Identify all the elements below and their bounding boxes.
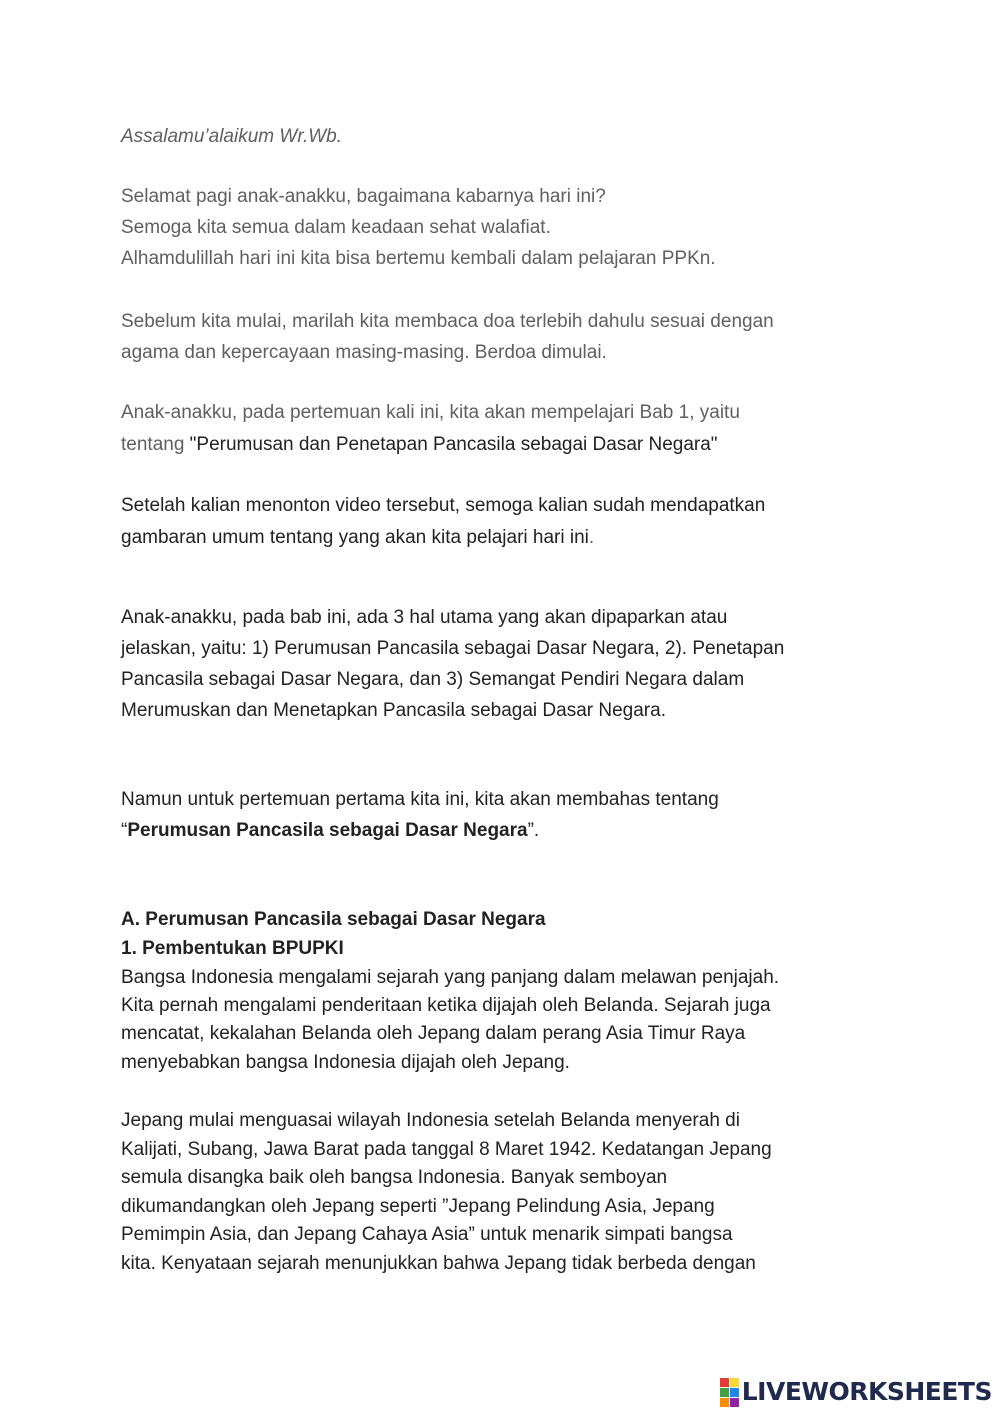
para2-line-4: dikumandangkan oleh Jepang seperti ”Jepang Pelindung Asia, Jepang <box>121 1196 715 1217</box>
first-close: ”. <box>527 820 540 841</box>
chapter-line-1: Anak-anakku, pada pertemuan kali ini, kita akan mempelajari Bab 1, yaitu <box>121 402 740 423</box>
para2-line-1: Jepang mulai menguasai wilayah Indonesia setelah Belanda menyerah di <box>121 1110 740 1131</box>
para2-line-2: Kalijati, Subang, Jawa Barat pada tanggal 8 Maret 1942. Kedatangan Jepang <box>121 1139 772 1160</box>
greeting: Assalamu’alaikum Wr.Wb. <box>121 126 343 147</box>
logo-square-6 <box>730 1398 739 1407</box>
chapter-line-2 <box>121 432 718 458</box>
liveworksheets-logo[interactable] <box>720 1377 992 1407</box>
section-heading: A. Perumusan Pancasila sebagai Dasar Negara <box>121 909 546 930</box>
para1-line-2: Kita pernah mengalami penderitaan ketika dijajah oleh Belanda. Sejarah juga <box>121 995 771 1016</box>
first-line-1: Namun untuk pertemuan pertama kita ini, kita akan membahas tentang <box>121 789 719 810</box>
video-line-2-text: gambaran umum tentang yang akan kita pelajari hari ini <box>121 527 589 548</box>
video-line-2 <box>121 525 594 551</box>
video-line-1: Setelah kalian menonton video tersebut, semoga kalian sudah mendapatkan <box>121 495 766 516</box>
topics-line-1: Anak-anakku, pada bab ini, ada 3 hal utama yang akan dipaparkan atau <box>121 607 728 628</box>
para2-line-5: Pemimpin Asia, dan Jepang Cahaya Asia” untuk menarik simpati bangsa <box>121 1224 733 1245</box>
chapter-title: "Perumusan dan Penetapan Pancasila sebagai Dasar Negara" <box>189 434 718 455</box>
intro-line-1: Selamat pagi anak-anakku, bagaimana kabarnya hari ini? <box>121 186 606 207</box>
logo-square-5 <box>720 1398 729 1407</box>
logo-square-1 <box>720 1378 729 1387</box>
topics-line-3: Pancasila sebagai Dasar Negara, dan 3) Semangat Pendiri Negara dalam <box>121 669 745 690</box>
para1-line-4: menyebabkan bangsa Indonesia dijajah oleh Jepang. <box>121 1052 570 1073</box>
logo-square-2 <box>730 1378 739 1387</box>
para1-line-1: Bangsa Indonesia mengalami sejarah yang panjang dalam melawan penjajah. <box>121 967 780 988</box>
para2-line-6: kita. Kenyataan sejarah menunjukkan bahwa Jepang tidak berbeda dengan <box>121 1253 756 1274</box>
topics-line-4: Merumuskan dan Menetapkan Pancasila sebagai Dasar Negara. <box>121 700 666 721</box>
chapter-line-2-lead: tentang <box>121 434 190 455</box>
logo-mark-icon <box>720 1378 739 1407</box>
first-open-quote: “ <box>121 820 128 841</box>
logo-square-3 <box>720 1388 729 1397</box>
pray-line-1: Sebelum kita mulai, marilah kita membaca doa terlebih dahulu sesuai dengan <box>121 311 774 332</box>
logo-square-4 <box>730 1388 739 1397</box>
pray-line-2: agama dan kepercayaan masing-masing. Berdoa dimulai. <box>121 342 607 363</box>
logo-text: LIVEWORKSHEETS <box>741 1377 992 1406</box>
para2-line-3: semula disangka baik oleh bangsa Indonesia. Banyak semboyan <box>121 1167 668 1188</box>
intro-line-3: Alhamdulillah hari ini kita bisa bertemu kembali dalam pelajaran PPKn. <box>121 248 716 269</box>
video-line-2-end: . <box>588 527 595 548</box>
first-line-2 <box>121 818 539 844</box>
para1-line-3: mencatat, kekalahan Belanda oleh Jepang dalam perang Asia Timur Raya <box>121 1023 746 1044</box>
intro-line-2: Semoga kita semua dalam keadaan sehat walafiat. <box>121 217 551 238</box>
topics-line-2: jelaskan, yaitu: 1) Perumusan Pancasila sebagai Dasar Negara, 2). Penetapan <box>121 638 785 659</box>
first-topic-bold: Perumusan Pancasila sebagai Dasar Negara <box>127 820 528 841</box>
section-subheading: 1. Pembentukan BPUPKI <box>121 938 344 959</box>
